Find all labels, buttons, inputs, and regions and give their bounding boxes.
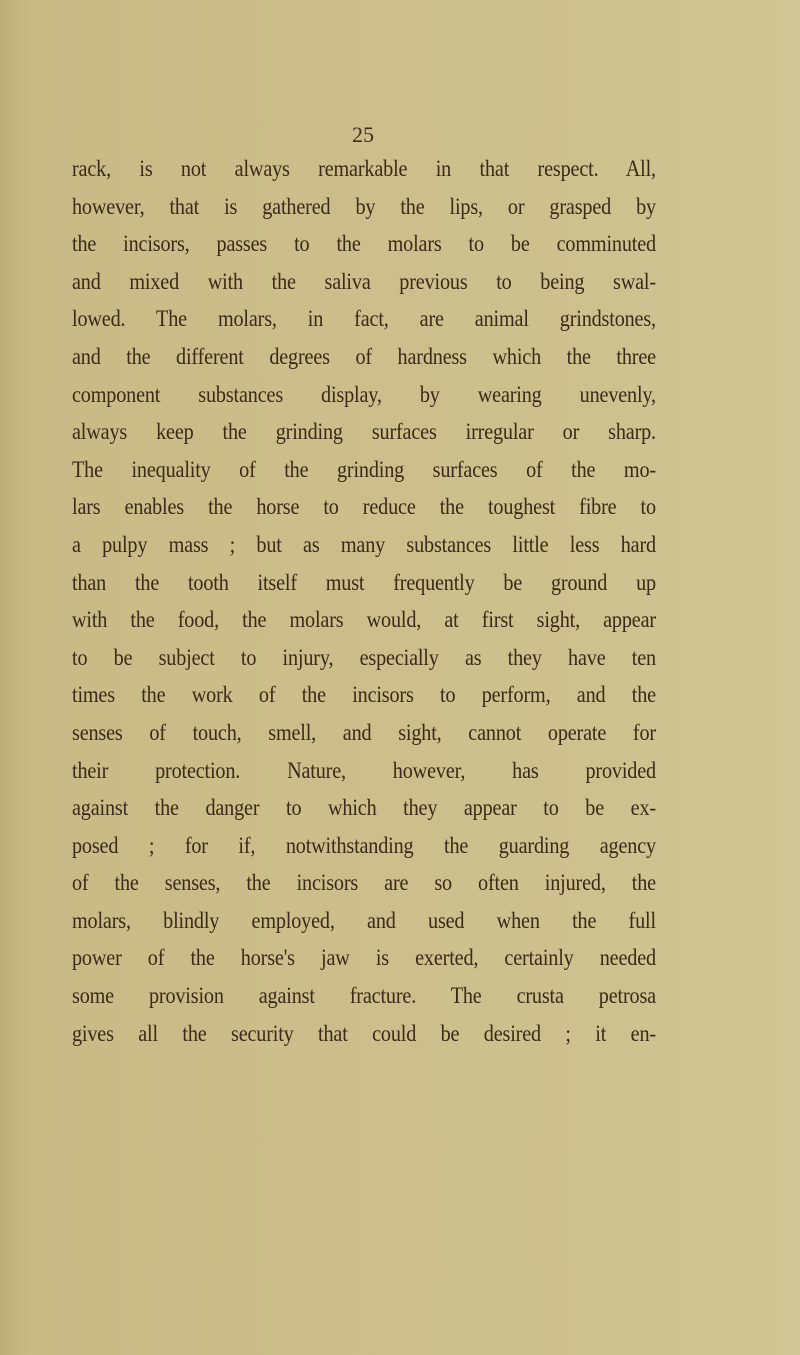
text-line: and mixed with the saliva previous to being swal-: [72, 268, 656, 295]
text-line: their protection. Nature, however, has provided: [72, 757, 656, 784]
text-line: posed ; for if, notwithstanding the guarding agency: [72, 832, 656, 859]
text-line: the incisors, passes to the molars to be comminuted: [72, 231, 656, 258]
text-line: than the tooth itself must frequently be ground up: [72, 569, 656, 596]
text-line: to be subject to injury, especially as they have ten: [72, 644, 656, 671]
text-line: times the work of the incisors to perform, and the: [72, 682, 656, 709]
text-line: always keep the grinding surfaces irregular or sharp.: [72, 419, 656, 446]
text-line: against the danger to which they appear to be ex-: [72, 795, 656, 822]
text-line: of the senses, the incisors are so often injured, the: [72, 870, 656, 897]
body-text: [72, 151, 656, 1053]
text-line: power of the horse's jaw is exerted, certainly needed: [72, 945, 656, 972]
text-line: rack, is not always remarkable in that respect. All,: [72, 156, 656, 182]
text-line: component substances display, by wearing unevenly,: [72, 381, 656, 408]
text-line: The inequality of the grinding surfaces of the mo-: [72, 456, 656, 483]
text-line: with the food, the molars would, at first sight, appear: [72, 607, 656, 634]
text-line: senses of touch, smell, and sight, cannot operate for: [72, 719, 656, 746]
text-line: however, that is gathered by the lips, or grasped by: [72, 193, 656, 220]
page-number: 25: [352, 122, 374, 147]
text-line: gives all the security that could be desired ; it en-: [72, 1020, 656, 1047]
text-line: lowed. The molars, in fact, are animal grindstones,: [72, 306, 656, 333]
text-line: some provision against fracture. The crusta petrosa: [72, 983, 656, 1010]
text-line: and the different degrees of hardness which the three: [72, 343, 656, 370]
text-line: molars, blindly employed, and used when the full: [72, 907, 656, 934]
text-line: lars enables the horse to reduce the toughest fibre to: [72, 494, 656, 521]
text-line: a pulpy mass ; but as many substances little less hard: [72, 531, 656, 558]
